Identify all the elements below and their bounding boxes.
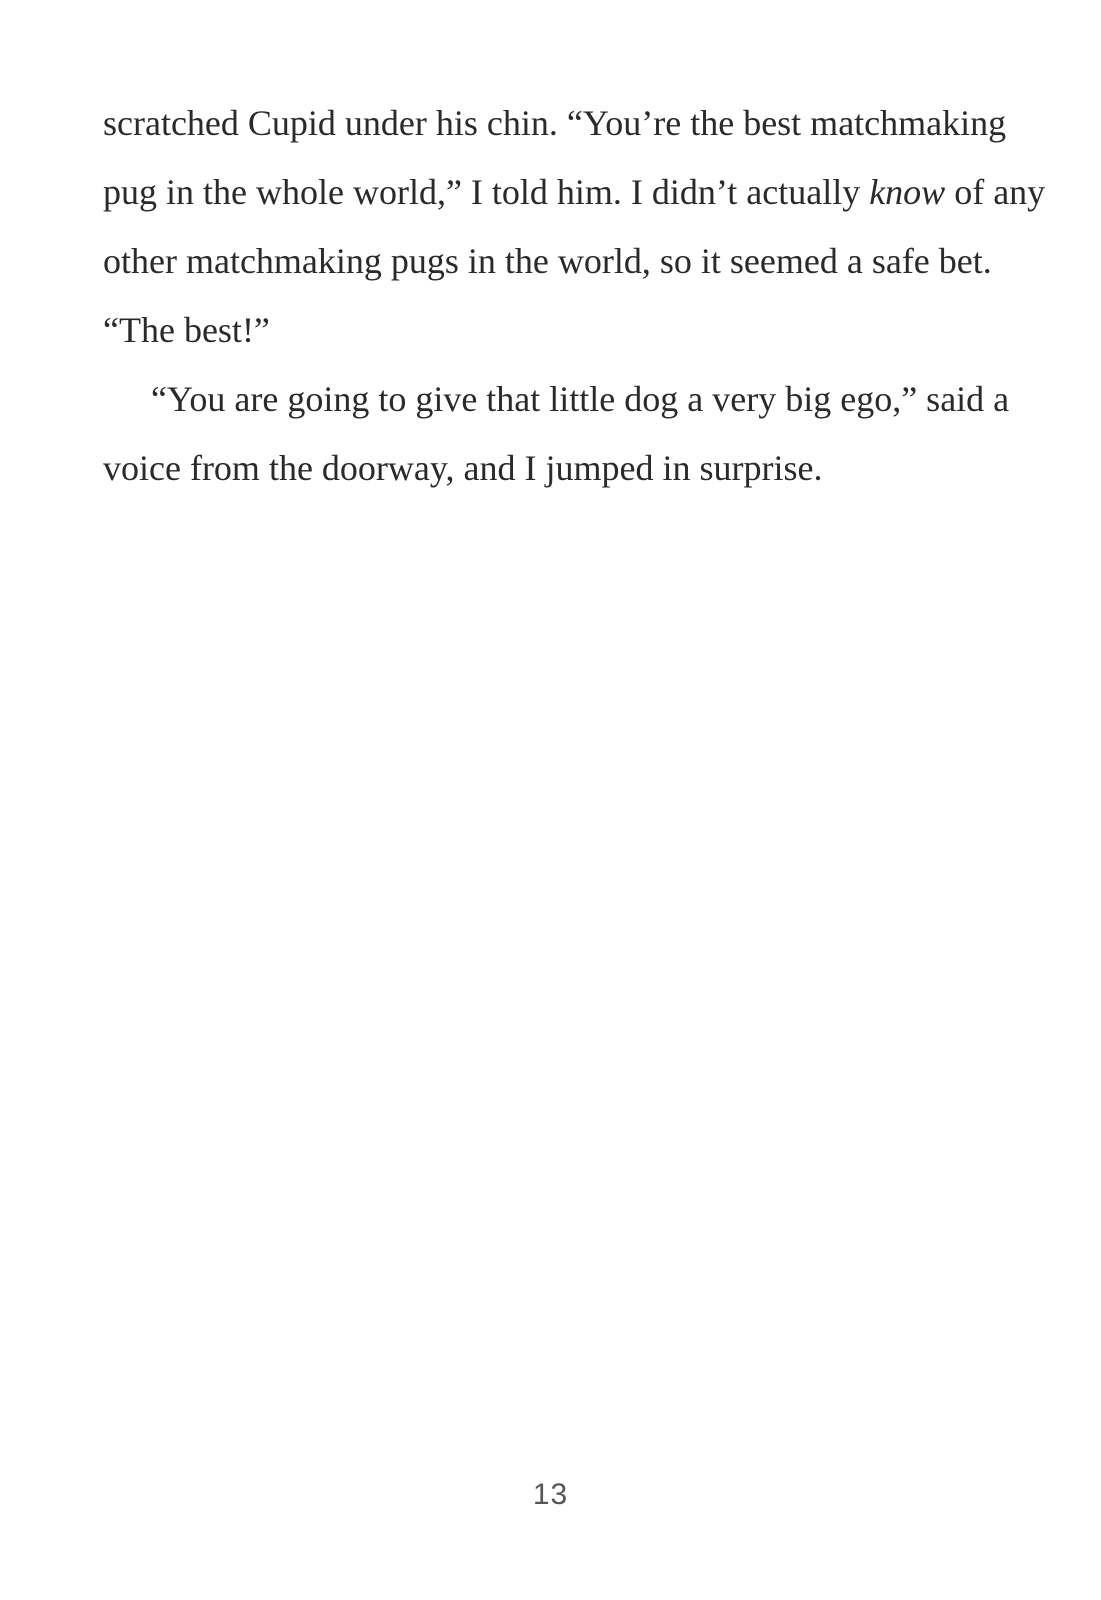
body-text [103, 89, 1046, 503]
text-line: “The best!” [103, 310, 270, 350]
emphasized-word: know [869, 172, 946, 212]
text-line: other matchmaking pugs in the world, so it seemed a safe bet. [103, 241, 992, 281]
text-run: of any [945, 172, 1046, 212]
paragraph-2 [103, 365, 1010, 503]
text-run: pug in the whole world,” I told him. I didn’t actually [103, 172, 870, 212]
paragraph-1 [103, 89, 1046, 365]
page-number: 13 [532, 1478, 569, 1511]
text-line: “You are going to give that little dog a very big ego,” said a [151, 379, 1010, 419]
text-line: scratched Cupid under his chin. “You’re the best matchmaking [103, 103, 1007, 143]
text-line: voice from the doorway, and I jumped in surprise. [103, 448, 823, 488]
text-line [103, 158, 1046, 227]
